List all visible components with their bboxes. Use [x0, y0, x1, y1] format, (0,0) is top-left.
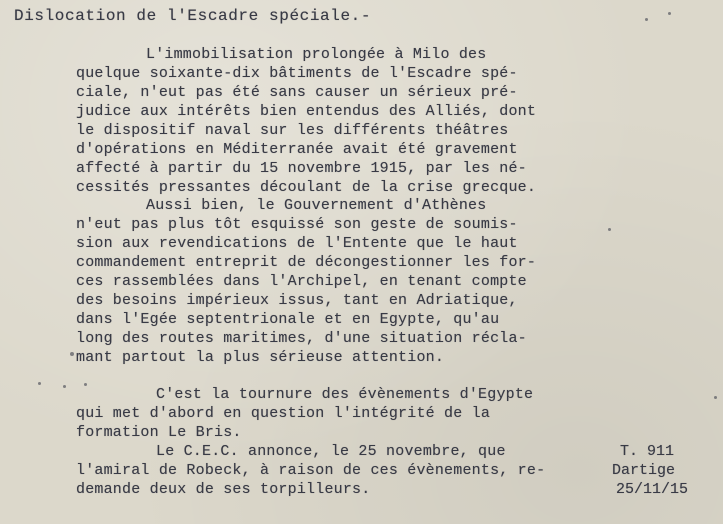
- paragraph-2-line-9: mant partout la plus sérieuse attention.: [76, 349, 445, 366]
- ink-speck: [608, 228, 611, 231]
- paragraph-2-line-5: ces rassemblées dans l'Archipel, en tenant compte: [76, 273, 527, 290]
- paragraph-1-line-2: quelque soixante-dix bâtiments de l'Escadre spé-: [76, 65, 518, 82]
- paragraph-4-line-3: demande deux de ses torpilleurs.: [76, 481, 371, 498]
- paragraph-4-line-1: Le C.E.C. annonce, le 25 novembre, que: [156, 443, 506, 460]
- paragraph-1-line-3: ciale, n'eut pas été sans causer un sérieux pré-: [76, 84, 518, 101]
- paragraph-3-line-3: formation Le Bris.: [76, 424, 242, 441]
- paragraph-4-line-2: l'amiral de Robeck, à raison de ces évènements, re-: [76, 462, 546, 479]
- paragraph-1-line-5: le dispositif naval sur les différents théâtres: [76, 122, 509, 139]
- paragraph-1-line-7: affecté à partir du 15 novembre 1915, par les né-: [76, 160, 527, 177]
- margin-reference-name: Dartige: [612, 462, 676, 479]
- paragraph-2-line-1: Aussi bien, le Gouvernement d'Athènes: [146, 197, 487, 214]
- ink-speck: [38, 382, 41, 385]
- ink-speck: [84, 383, 87, 386]
- paragraph-3-line-2: qui met d'abord en question l'intégrité de la: [76, 405, 491, 422]
- document-heading: Dislocation de l'Escadre spéciale.-: [14, 7, 372, 25]
- ink-speck: [70, 352, 74, 356]
- margin-reference-telegram: T. 911: [620, 443, 675, 460]
- ink-speck: [63, 385, 66, 388]
- ink-speck: [668, 12, 671, 15]
- paragraph-2-line-3: sion aux revendications de l'Entente que le haut: [76, 235, 518, 252]
- paragraph-2-line-6: des besoins impérieux issus, tant en Adriatique,: [76, 292, 518, 309]
- paragraph-1-line-1: L'immobilisation prolongée à Milo des: [146, 46, 487, 63]
- paragraph-2-line-8: long des routes maritimes, d'une situation récla-: [76, 330, 527, 347]
- paragraph-1-line-4: judice aux intérêts bien entendus des Alliés, dont: [76, 103, 537, 120]
- paragraph-3-line-1: C'est la tournure des évènements d'Egypte: [156, 386, 534, 403]
- ink-speck: [645, 18, 648, 21]
- margin-reference-date: 25/11/15: [616, 481, 689, 498]
- paragraph-2-line-7: dans l'Egée septentrionale et en Egypte, qu'au: [76, 311, 500, 328]
- ink-speck: [714, 396, 717, 399]
- paragraph-2-line-4: commandement entreprit de décongestionner les for-: [76, 254, 537, 271]
- paragraph-1-line-6: d'opérations en Méditerranée avait été gravement: [76, 141, 518, 158]
- paragraph-2-line-2: n'eut pas plus tôt esquissé son geste de soumis-: [76, 216, 518, 233]
- paragraph-1-line-8: cessités pressantes découlant de la crise grecque.: [76, 179, 537, 196]
